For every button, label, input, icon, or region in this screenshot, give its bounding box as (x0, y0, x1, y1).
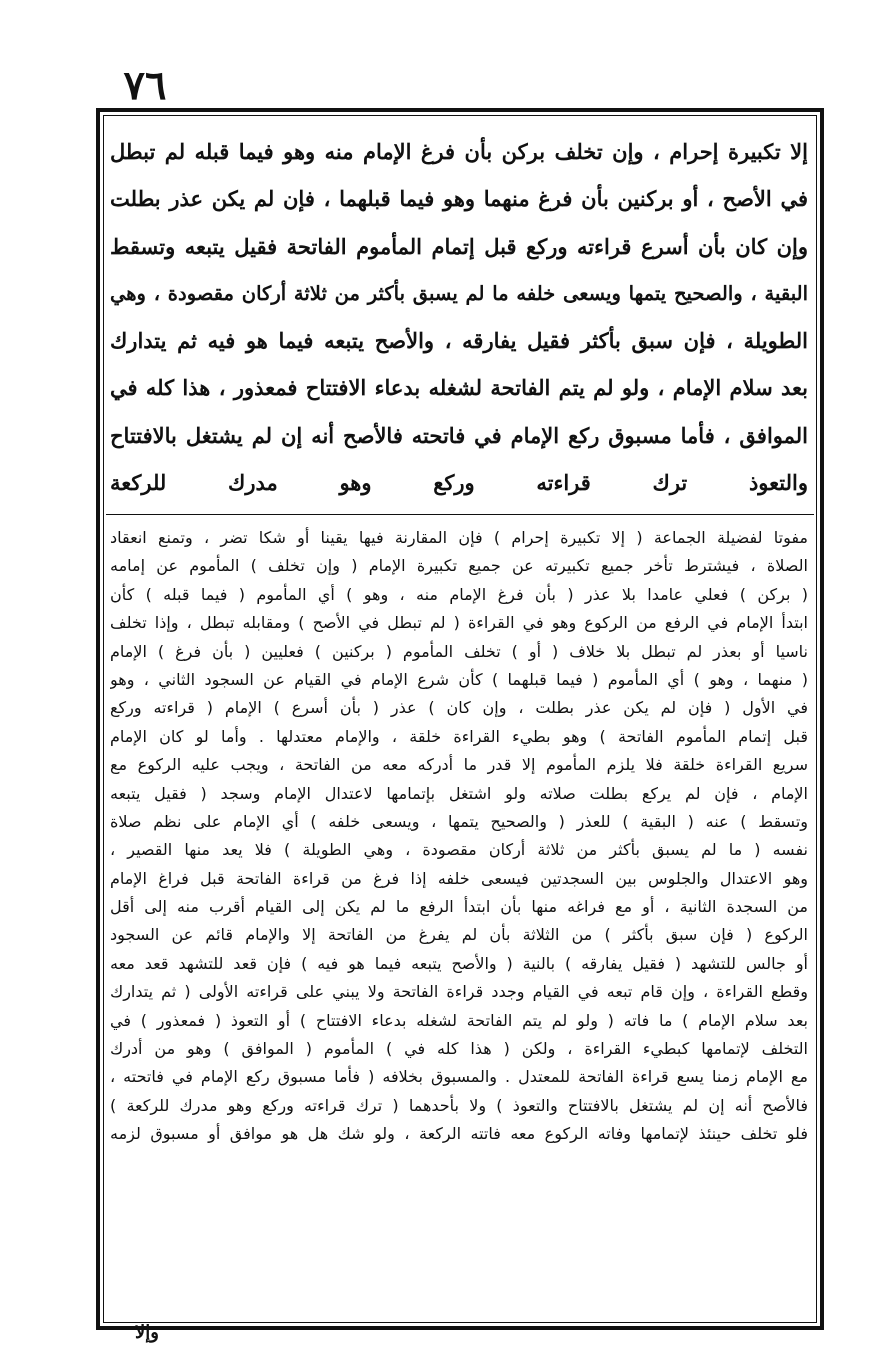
matn-line: البقية ، والصحيح يتمها ويسعى خلفه ما لم يسبق بأكثر من ثلاثة أركان مقصودة ، وهي (110, 281, 808, 305)
sharh-line: مفوتا لفضيلة الجماعة ( إلا تكبيرة إحرام ) فإن المقارنة فيها يقينا أو شكا تضر ، وتمنع انعقاد (110, 528, 808, 547)
matn-line: إلا تكبيرة إحرام ، وإن تخلف بركن بأن فرغ الإمام منه وهو فيما قبله لم تبطل (110, 139, 808, 164)
sharh-line: الصلاة ، فيشترط تأخر جميع تكبيرته عن جميع تكبيرة الإمام ( وإن تخلف ) المأموم عن إمامه (110, 556, 808, 576)
matn-line: الموافق ، فأما مسبوق ركع الإمام في فاتحته فالأصح أنه إن لم يشتغل بالافتتاح (110, 422, 808, 448)
sharh-line: مع الإمام زمنا يسع قراءة الفاتحة للمعتدل . والمسبوق بخلافه ( فأما مسبوق ركع الإمام في فاتحته ، (110, 1067, 808, 1087)
sharh-line: من السجدة الثانية ، أو مع فراغه منها بأن ابتدأ الرفع ما لم يكن إلى القيام أقرب منه إلى أقل (110, 897, 808, 917)
matn-line: وإن كان بأن أسرع قراءته وركع قبل إتمام المأموم الفاتحة فقيل يتبعه وتسقط (110, 233, 808, 259)
matn-text (110, 128, 808, 508)
page-number: ٧٦ (123, 62, 167, 109)
sharh-line: قبل إتمام المأموم الفاتحة ) وهو بطيء القراءة خلقة ، والإمام معتدلها . وأما لو كان الإمام (110, 726, 808, 746)
sharh-line: وهو الاعتدال والجلوس بين السجدتين فيسعى خلفه إذا فرغ من قراءة الفاتحة قبل فراغ الإمام (110, 868, 808, 888)
sharh-line: ( منهما ، وهو ) أي المأموم ( فيما قبلهما ) كأن شرع الإمام في القيام عن السجود الثاني ، وهو (110, 669, 808, 689)
sharh-line: فلو تخلف حينئذ لإتمامها وفاته الركوع معه فاتته الركعة ، ولو شك هل هو موافق أو مسبوق لزمه (110, 1124, 808, 1144)
sharh-line: سريع القراءة خلقة فلا يلزم المأموم إلا قدر ما أدركه معه من الفاتحة ، ويجب عليه الركوع مع (110, 755, 808, 775)
sharh-line: وقطع القراءة ، وإن قام تبعه في القيام وجدد قراءة الفاتحة ولا يبني على قراءته الأولى ( ثم يتدارك (110, 982, 808, 1002)
sharh-line: ناسيا أو بعذر لم تبطل بلا خلاف ( أو ) تخلف المأموم ( بركنين ) فعليين ( بأن فرغ ) الإمام (110, 641, 808, 661)
matn-line: بعد سلام الإمام ، ولو لم يتم الفاتحة لشغله بدعاء الافتتاح فمعذور ، هذا كله في (110, 375, 808, 401)
page-frame (96, 108, 824, 1330)
matn-line: في الأصح ، أو بركنين بأن فرغ منهما وهو فيما قبلهما ، فإن لم يكن عذر بطلت (110, 186, 808, 212)
sharh-line: ابتدأ الإمام في الرفع من الركوع وهو في القراءة ( لم تبطل في الأصح ) ومقابله تبطل ، وإذا تخلف (110, 613, 808, 633)
sharh-line: الإمام ، فإن لم يركع بطلت صلاته ولو اشتغل بإتمامها لاعتدال الإمام وسجد ( فقيل يتبعه (110, 783, 808, 803)
sharh-line: الركوع ( فإن سبق بأكثر ) من الثلاثة بأن لم يفرغ من الفاتحة إلا والإمام قائم عن السجود (110, 925, 808, 945)
separator-line (106, 514, 814, 515)
sharh-line: أو جالس للتشهد ( فقيل يفارقه ) بالنية ( والأصح يتبعه فيما هو فيه ) فإن قعد للتشهد قعد معه (110, 953, 808, 973)
matn-line: الطويلة ، فإن سبق بأكثر فقيل يفارقه ، والأصح يتبعه فيما هو فيه ثم يتدارك (110, 328, 808, 354)
matn-line: والتعوذ ترك قراءته وركع وهو مدرك للركعة (110, 470, 808, 496)
catchword: وإلا (135, 1322, 159, 1343)
sharh-line: ( بركن ) فعلي عامدا بلا عذر ( بأن فرغ الإمام منه ، وهو ) أي المأموم ( فيما قبله ) كأن (110, 584, 808, 604)
sharh-line: وتسقط ) عنه ( البقية ) للعذر ( والصحيح يتمها ، ويسعى خلفه ) أي الإمام على نظم صلاة (110, 811, 808, 831)
sharh-line: التخلف لإتمامها كبطيء القراءة ، ولكن ( هذا كله في ) المأموم ( الموافق ) وهو من أدرك (110, 1039, 808, 1059)
sharh-commentary (110, 524, 808, 1314)
sharh-line: فالأصح أنه إن لم يشتغل بالافتتاح والتعوذ ) ولا بأحدهما ( ترك قراءته وركع وهو مدرك للركعة ) (110, 1095, 808, 1115)
sharh-line: بعد سلام الإمام ) ما فاته ( ولو لم يتم الفاتحة لشغله بدعاء الافتتاح ) أو التعوذ ( فمعذور ) في (110, 1010, 808, 1030)
sharh-line: في الأول ( فإن لم يكن عذر بطلت ، وإن كان ) عذر ( بأن أسرع ) الإمام ( قراءته وركع (110, 698, 808, 718)
sharh-line: نفسه ( ما لم يسبق بأكثر من ثلاثة أركان مقصودة ، وهي الطويلة ) فلا يعد منها القصير ، (110, 840, 808, 860)
